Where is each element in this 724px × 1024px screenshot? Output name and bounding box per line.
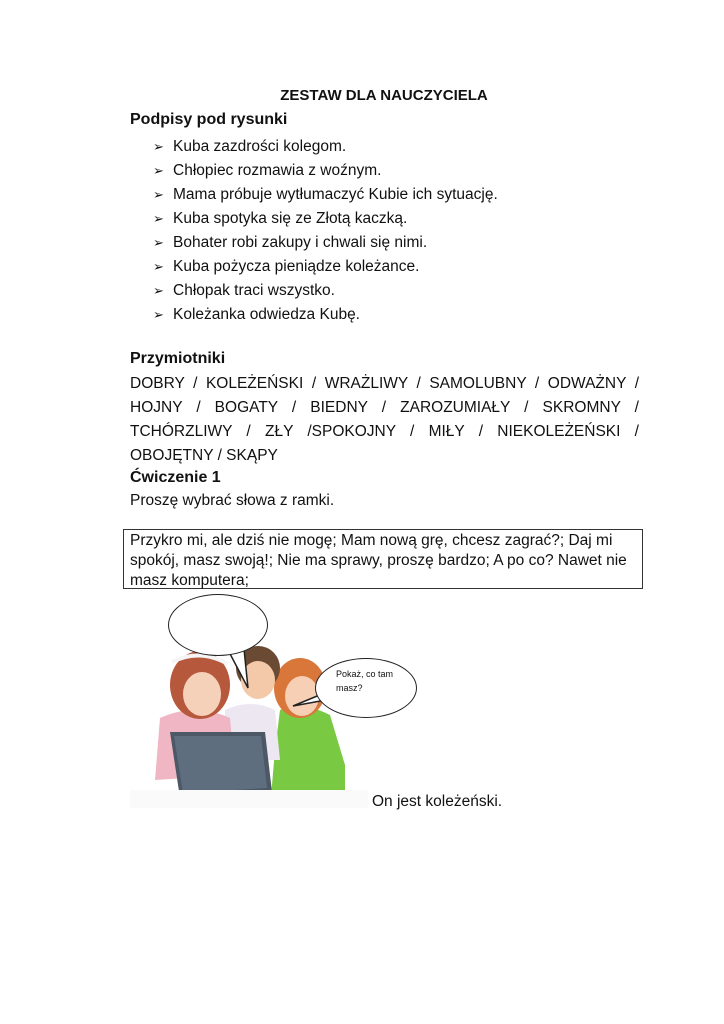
caption-list-item-text: Chłopiec rozmawia z woźnym.	[173, 162, 382, 179]
arrow-bullet-icon: ➢	[153, 211, 164, 226]
exercise-instruction: Proszę wybrać słowa z ramki.	[130, 492, 335, 509]
caption-list-item-text: Kuba spotyka się ze Złotą kaczką.	[173, 210, 408, 227]
section-heading-captions: Podpisy pod rysunki	[130, 111, 288, 128]
arrow-bullet-icon: ➢	[153, 235, 164, 250]
illustration-caption: On jest koleżeński.	[372, 793, 503, 810]
arrow-bullet-icon: ➢	[153, 283, 164, 298]
arrow-bullet-icon: ➢	[153, 187, 164, 202]
arrow-bullet-icon: ➢	[153, 259, 164, 274]
section-heading-adjectives: Przymiotniki	[130, 350, 226, 367]
speech-bubble-pokaz	[315, 658, 417, 718]
section-heading-exercise: Ćwiczenie 1	[130, 469, 221, 486]
speech-bubble-text: Pokaż, co tam masz?	[336, 669, 394, 693]
caption-list-item-text: Chłopak traci wszystko.	[173, 282, 335, 299]
arrow-bullet-icon: ➢	[153, 139, 164, 154]
caption-list-item-text: Bohater robi zakupy i chwali się nimi.	[173, 234, 428, 251]
caption-list-item-text: Koleżanka odwiedza Kubę.	[173, 306, 360, 323]
caption-list-item-text: Kuba pożycza pieniądze koleżance.	[173, 258, 420, 275]
arrow-bullet-icon: ➢	[153, 163, 164, 178]
arrow-bullet-icon: ➢	[153, 307, 164, 322]
word-box: Przykro mi, ale dziś nie mogę; Mam nową grę, chcesz zagrać?; Daj mi spokój, masz swoją!; Nie ma sprawy, proszę bardzo; A po co? Nawet nie masz komputera;	[123, 529, 643, 589]
adjectives-text: DOBRY / KOLEŻEŃSKI / WRAŻLIWY / SAMOLUBNY / ODWAŻNY / HOJNY / BOGATY / BIEDNY / ZAROZUMIAŁY / SKROMNY / TCHÓRZLIWY / ZŁY /SPOKOJNY / MIŁY / NIEKOLEŻEŃSKI / OBOJĘTNY / SKĄPY	[130, 375, 639, 464]
caption-list-item-text: Kuba zazdrości kolegom.	[173, 138, 347, 155]
page-title: ZESTAW DLA NAUCZYCIELA	[280, 87, 488, 104]
speech-bubble-empty	[168, 594, 268, 656]
caption-list-item-text: Mama próbuje wytłumaczyć Kubie ich sytuację.	[173, 186, 498, 203]
